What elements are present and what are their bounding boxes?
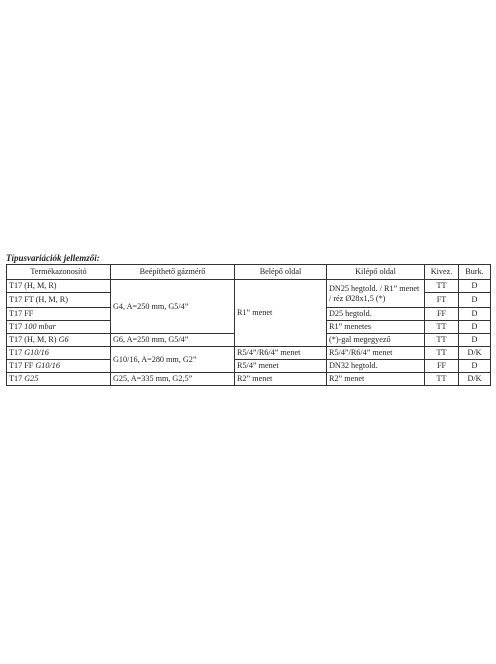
cell-kivez: TT <box>425 321 459 334</box>
cell-product-id: T17 FF <box>7 308 111 321</box>
cell-burk: D <box>459 321 491 334</box>
table-header-row <box>7 265 491 280</box>
cell-product-id: T17 G10/16 <box>7 347 111 360</box>
cell-product-id: T17 100 mbar <box>7 321 111 334</box>
col-header-burk: Burk. <box>459 265 491 280</box>
cell-burk: D <box>459 334 491 347</box>
cell-kivez: TT <box>425 347 459 360</box>
cell-outlet: D25 hegtold. <box>327 308 425 321</box>
table-row <box>7 373 491 386</box>
cell-burk: D <box>459 308 491 321</box>
cell-burk: D/K <box>459 347 491 360</box>
cell-kivez: TT <box>425 280 459 293</box>
cell-product-id: T17 (H, M, R) <box>7 280 111 293</box>
table-row <box>7 360 491 373</box>
cell-product-id: T17 G25 <box>7 373 111 386</box>
cell-product-id: T17 (H, M, R) G6 <box>7 334 111 347</box>
cell-inlet: R5/4”/R6/4” menet <box>235 347 327 360</box>
cell-burk: D/K <box>459 373 491 386</box>
section-title: Típusvariációk jellemzői: <box>6 253 100 263</box>
cell-product-id: T17 FF G10/16 <box>7 360 111 373</box>
cell-outlet: DN25 hegtold. / R1” menet / réz Ø28x1,5 (*) <box>327 280 425 308</box>
cell-product-id: T17 FT (H, M, R) <box>7 293 111 308</box>
cell-burk: D <box>459 280 491 293</box>
cell-outlet: R1” menetes <box>327 321 425 334</box>
cell-kivez: FF <box>425 360 459 373</box>
cell-gas-meter: G10/16, A=280 mm, G2” <box>111 347 235 373</box>
cell-kivez: TT <box>425 334 459 347</box>
col-header-gas-meter: Beépíthető gázmérő <box>111 265 235 280</box>
table-row <box>7 280 491 293</box>
cell-inlet: R2” menet <box>235 373 327 386</box>
cell-gas-meter: G4, A=250 mm, G5/4” <box>111 280 235 334</box>
cell-outlet: (*)-gal megegyező <box>327 334 425 347</box>
cell-gas-meter: G25, A=335 mm, G2,5” <box>111 373 235 386</box>
type-variants-table <box>6 264 491 386</box>
table-row <box>7 347 491 360</box>
col-header-kivez: Kivez. <box>425 265 459 280</box>
cell-outlet: DN32 hegtold. <box>327 360 425 373</box>
cell-outlet: R2” menet <box>327 373 425 386</box>
cell-kivez: FT <box>425 293 459 308</box>
cell-gas-meter: G6, A=250 mm, G5/4” <box>111 334 235 347</box>
cell-outlet: R5/4”/R6/4” menet <box>327 347 425 360</box>
col-header-product-id: Termékazonosító <box>7 265 111 280</box>
cell-kivez: TT <box>425 373 459 386</box>
cell-inlet: R5/4” menet <box>235 360 327 373</box>
cell-burk: D <box>459 293 491 308</box>
cell-inlet: R1” menet <box>235 280 327 347</box>
cell-kivez: FF <box>425 308 459 321</box>
col-header-outlet: Kilépő oldal <box>327 265 425 280</box>
col-header-inlet: Belépő oldal <box>235 265 327 280</box>
cell-burk: D <box>459 360 491 373</box>
